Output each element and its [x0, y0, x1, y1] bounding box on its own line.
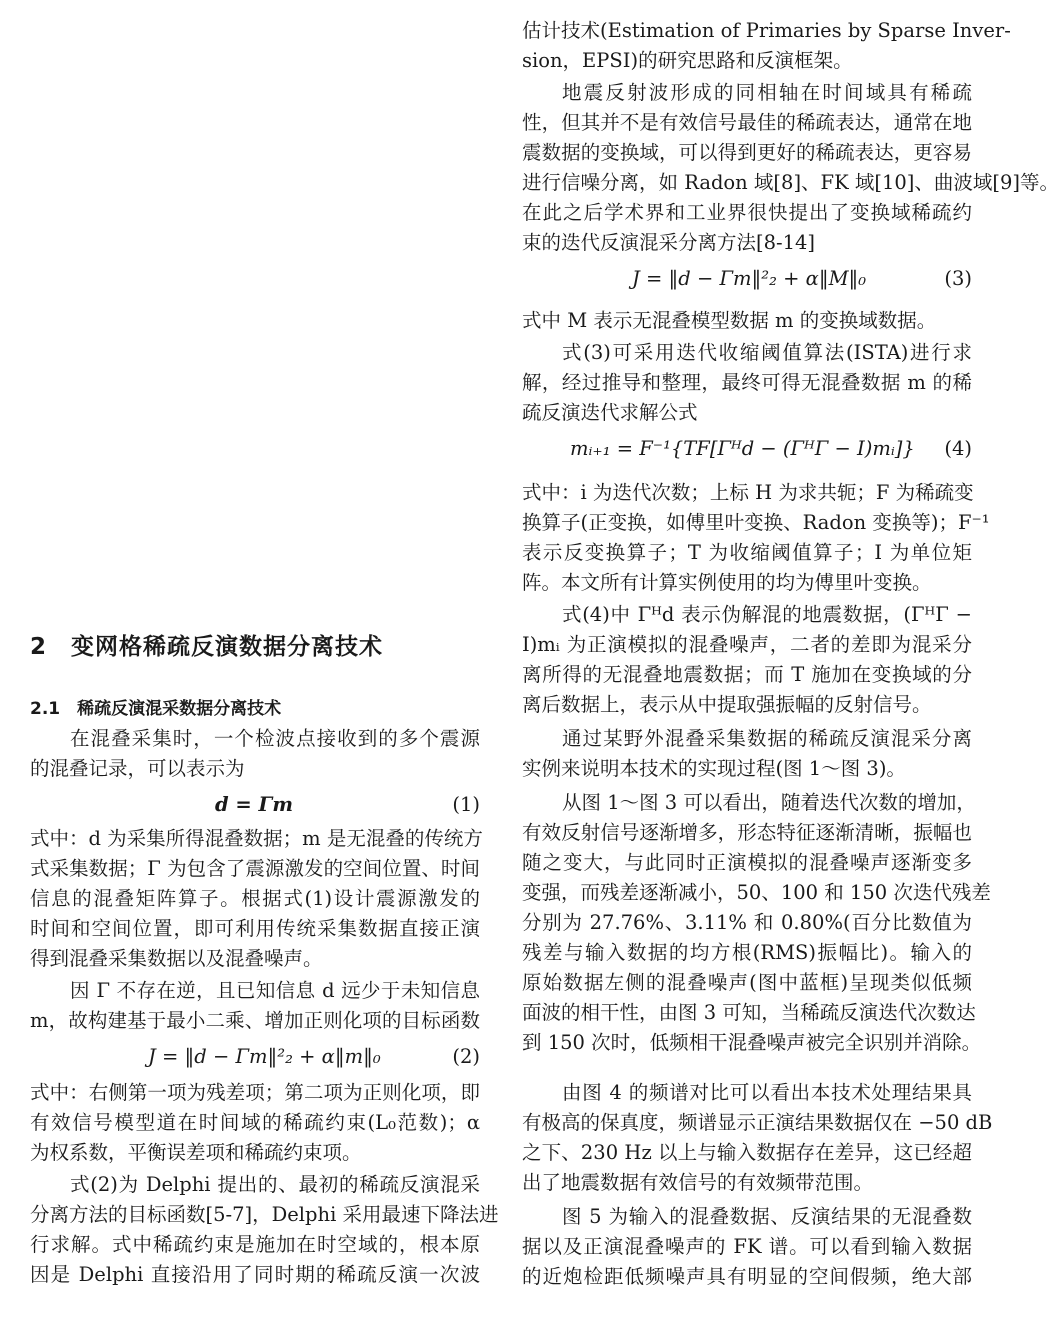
paragraph-line: m，故构建基于最小二乘、增加正则化项的目标函数	[30, 1009, 480, 1032]
paragraph-line: 估计技术(Estimation of Primaries by Sparse Inver-	[522, 19, 1011, 42]
paragraph-line: 有效反射信号逐渐增多，形态特征逐渐清晰，振幅也	[522, 821, 972, 844]
paragraph-line: 式中：右侧第一项为残差项；第二项为正则化项，即	[30, 1081, 480, 1104]
equation-1: d = Γm	[215, 793, 294, 816]
paragraph-line: 阵。本文所有计算实例使用的均为傅里叶变换。	[522, 571, 932, 594]
equation-4: mᵢ₊₁ = F⁻¹{TF[Γᴴd − (ΓᴴΓ − I)mᵢ]}	[570, 437, 915, 460]
equation-4-number: (4)	[944, 437, 972, 460]
paragraph-line: 式采集数据；Γ 为包含了震源激发的空间位置、时间	[30, 857, 480, 880]
paragraph-line: 随之变大，与此同时正演模拟的混叠噪声逐渐变多	[522, 851, 972, 874]
paragraph-line: 表示反变换算子；T 为收缩阈值算子；I 为单位矩	[522, 541, 972, 564]
paragraph-line: 有极高的保真度，频谱显示正演结果数据仅在 −50 dB	[522, 1111, 993, 1134]
paragraph-line: 为权系数，平衡误差项和稀疏约束项。	[30, 1141, 362, 1164]
paragraph-line: 图 5 为输入的混叠数据、反演结果的无混叠数	[562, 1205, 972, 1228]
paragraph-line: 由图 4 的频谱对比可以看出本技术处理结果具	[562, 1081, 972, 1104]
paragraph-line: 出了地震数据有效信号的有效频带范围。	[522, 1171, 874, 1194]
paragraph-line: 之下、230 Hz 以上与输入数据存在差异，这已经超	[522, 1141, 972, 1164]
paragraph-line: 从图 1～图 3 可以看出，随着迭代次数的增加，	[562, 791, 976, 814]
paragraph-line: sion，EPSI)的研究思路和反演框架。	[522, 49, 853, 72]
paragraph-line: 性，但其并不是有效信号最佳的稀疏表达，通常在地	[522, 111, 972, 134]
paragraph-line: 得到混叠采集数据以及混叠噪声。	[30, 947, 323, 970]
paragraph-line: 解，经过推导和整理，最终可得无混叠数据 m 的稀	[522, 371, 972, 394]
paragraph-line: 的混叠记录，可以表示为	[30, 757, 245, 780]
paragraph-line: 式中 M 表示无混叠模型数据 m 的变换域数据。	[522, 309, 937, 332]
equation-3-number: (3)	[944, 267, 972, 290]
paragraph-line: 时间和空间位置，即可利用传统采集数据直接正演	[30, 917, 480, 940]
paragraph-line: 分别为 27.76%、3.11% 和 0.80%(百分比数值为	[522, 911, 972, 934]
paragraph-line: 进行信噪分离，如 Radon 域[8]、FK 域[10]、曲波域[9]等。	[522, 171, 1059, 194]
paragraph-line: 地震反射波形成的同相轴在时间域具有稀疏	[562, 81, 972, 104]
paragraph-line: 有效信号模型道在时间域的稀疏约束(L₀范数)；α	[30, 1111, 480, 1134]
equation-1-number: (1)	[452, 793, 480, 816]
paragraph-line: 换算子(正变换，如傅里叶变换、Radon 变换等)；F⁻¹	[522, 511, 990, 534]
paragraph-line: 在此之后学术界和工业界很快提出了变换域稀疏约	[522, 201, 972, 224]
paragraph-line: 分离方法的目标函数[5-7]，Delphi 采用最速下降法进	[30, 1203, 499, 1226]
paragraph-line: 因 Γ 不存在逆，且已知信息 d 远少于未知信息	[70, 979, 480, 1002]
paragraph-line: 原始数据左侧的混叠噪声(图中蓝框)呈现类似低频	[522, 971, 972, 994]
paragraph-line: 通过某野外混叠采集数据的稀疏反演混采分离	[562, 727, 972, 750]
paragraph-line: 离所得的无混叠地震数据；而 T 施加在变换域的分	[522, 663, 972, 686]
blank-figure-area	[30, 0, 480, 600]
paragraph-line: 信息的混叠矩阵算子。根据式(1)设计震源激发的	[30, 887, 480, 910]
paragraph-line: 式(4)中 Γᴴd 表示伪解混的地震数据，(ΓᴴΓ −	[562, 603, 972, 626]
paragraph-line: 残差与输入数据的均方根(RMS)振幅比)。输入的	[522, 941, 972, 964]
paragraph-line: 在混叠采集时，一个检波点接收到的多个震源	[70, 727, 480, 750]
equation-2-number: (2)	[452, 1045, 480, 1068]
paragraph-line: 式(3)可采用迭代收缩阈值算法(ISTA)进行求	[562, 341, 972, 364]
paragraph-line: 到 150 次时，低频相干混叠噪声被完全识别并消除。	[522, 1031, 982, 1054]
paragraph-line: 实例来说明本技术的实现过程(图 1～图 3)。	[522, 757, 906, 780]
paragraph-line: 离后数据上，表示从中提取强振幅的反射信号。	[522, 693, 932, 716]
paragraph-line: 的近炮检距低频噪声具有明显的空间假频，绝大部	[522, 1265, 972, 1288]
paragraph-line: 式中：d 为采集所得混叠数据；m 是无混叠的传统方	[30, 827, 483, 850]
paragraph-line: 行求解。式中稀疏约束是施加在时空域的，根本原	[30, 1233, 480, 1256]
paragraph-line: 式中：i 为迭代次数；上标 H 为求共轭；F 为稀疏变	[522, 481, 974, 504]
paragraph-line: 震数据的变换域，可以得到更好的稀疏表达，更容易	[522, 141, 972, 164]
equation-2: J = ‖d − Γm‖²₂ + α‖m‖₀	[148, 1045, 381, 1068]
paragraph-line: 因是 Delphi 直接沿用了同时期的稀疏反演一次波	[30, 1263, 480, 1286]
paragraph-line: 式(2)为 Delphi 提出的、最初的稀疏反演混采	[70, 1173, 480, 1196]
paragraph-line: 束的迭代反演混采分离方法[8-14]	[522, 231, 816, 254]
paragraph-line: 面波的相干性，由图 3 可知，当稀疏反演迭代次数达	[522, 1001, 976, 1024]
paragraph-line: 疏反演迭代求解公式	[522, 401, 698, 424]
subsection-title: 2.1 稀疏反演混采数据分离技术	[30, 699, 282, 719]
section-title: 2 变网格稀疏反演数据分离技术	[30, 634, 384, 660]
paragraph-line: 变强，而残差逐渐减小，50、100 和 150 次迭代残差	[522, 881, 991, 904]
equation-3: J = ‖d − Γm‖²₂ + α‖M‖₀	[632, 267, 867, 290]
paragraph-line: 据以及正演混叠噪声的 FK 谱。可以看到输入数据	[522, 1235, 972, 1258]
paragraph-line: I)mᵢ 为正演模拟的混叠噪声，二者的差即为混采分	[522, 633, 972, 656]
